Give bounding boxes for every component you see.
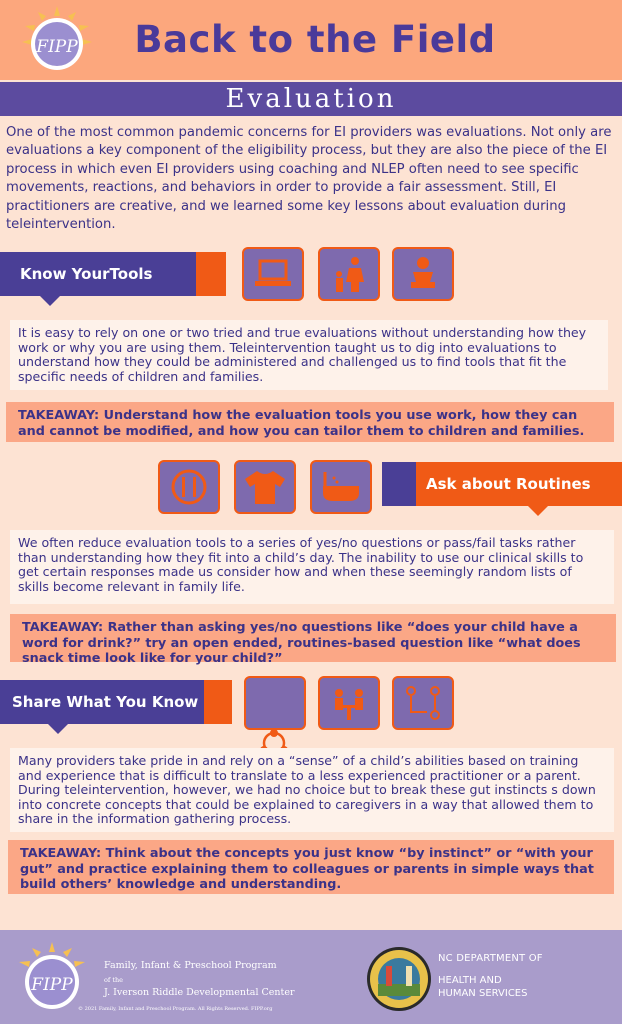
section-body-know-tools: It is easy to rely on one or two tried and true evaluations without understanding how they work or why you are using them. Teleintervention taught us to dig into evaluations to understand how they could be administered and challenged us to find tools that fit the specific needs of children and families. bbox=[10, 320, 608, 390]
takeaway-know-tools: TAKEAWAY: Understand how the evaluation tools you use work, how they can and cannot be modified, and how you can tailor them to children and families. bbox=[6, 402, 614, 442]
plate-utensils-icon bbox=[158, 460, 220, 514]
process-flow-icon bbox=[392, 676, 454, 730]
evaluation-title: Evaluation bbox=[225, 84, 397, 114]
section-heading-share: Share What You Know bbox=[0, 680, 204, 724]
takeaway-ask-routines: TAKEAWAY: Rather than asking yes/no questions like “does your child have a word for drink?” try an open ended, routines-based question like “what does snack time look like for your child?” bbox=[10, 614, 616, 662]
nc-dept-line3: HUMAN SERVICES bbox=[438, 988, 528, 999]
shirt-icon bbox=[234, 460, 296, 514]
footer-center: J. Iverson Riddle Developmental Center bbox=[104, 987, 295, 998]
intro-paragraph: One of the most common pandemic concerns for EI providers was evaluations. Not only are evaluations a key component of the eligibility process, but they are also the piece of the EI process in which even EI providers using coaching and NLEP often need to see specific movements, reactions, and behaviors in order to provide a fair assessment. Still, EI practitioners are creative, and we learned some key lessons about evaluation during teleintervention. bbox=[6, 125, 612, 233]
tab-pointer bbox=[528, 506, 548, 516]
section-body-ask-routines: We often reduce evaluation tools to a series of yes/no questions or pass/fail tasks rather than understanding how they fit into a child’s day. The inability to use our clinical skills to get certain responses made us consider how and when these seemingly random lists of skills become relevant in family life. bbox=[10, 530, 614, 604]
parent-child-icon bbox=[318, 247, 380, 301]
svg-text:FIPP: FIPP bbox=[36, 37, 78, 57]
fipp-logo bbox=[18, 4, 96, 76]
footer-program: Family, Infant & Preschool Program bbox=[104, 960, 277, 971]
nc-dept-line2: HEALTH AND bbox=[438, 975, 502, 986]
bathtub-icon bbox=[310, 460, 372, 514]
blank-icon bbox=[244, 676, 306, 730]
takeaway-share: TAKEAWAY: Think about the concepts you just know “by instinct” or “with your gut” and practice explaining them to colleagues or parents in simple ways that build others’ knowledge and understanding. bbox=[8, 840, 614, 894]
page-title: Back to the Field bbox=[134, 18, 496, 61]
footer-copyright: © 2021 Family, Infant and Preschool Program. All Rights Reserved. FIPP.org bbox=[78, 1006, 273, 1012]
section-body-share: Many providers take pride in and rely on a “sense” of a child’s abilities based on training and experience that is difficult to translate to a less experienced practitioner or a parent. During teleintervention, however, we had no choice but to break these gut instincts s down into concrete concepts that could be explained to caregivers in a way that allowed them to share in the information gathering process. bbox=[10, 748, 614, 832]
footer-of-the: of the bbox=[104, 976, 124, 984]
tab-pointer bbox=[48, 724, 68, 734]
tab-purple-accent bbox=[382, 462, 416, 506]
svg-text:FIPP: FIPP bbox=[31, 975, 73, 995]
baby-icon bbox=[392, 247, 454, 301]
section-heading-ask-routines: Ask about Routines bbox=[410, 462, 622, 506]
meeting-icon bbox=[318, 676, 380, 730]
fipp-footer-logo bbox=[12, 940, 92, 1014]
laptop-icon bbox=[242, 247, 304, 301]
tab-pointer bbox=[40, 296, 60, 306]
nc-seal-icon bbox=[366, 946, 432, 1012]
nc-dept-line1: NC DEPARTMENT OF bbox=[438, 953, 543, 964]
section-heading-know-tools: Know YourTools bbox=[0, 252, 196, 296]
